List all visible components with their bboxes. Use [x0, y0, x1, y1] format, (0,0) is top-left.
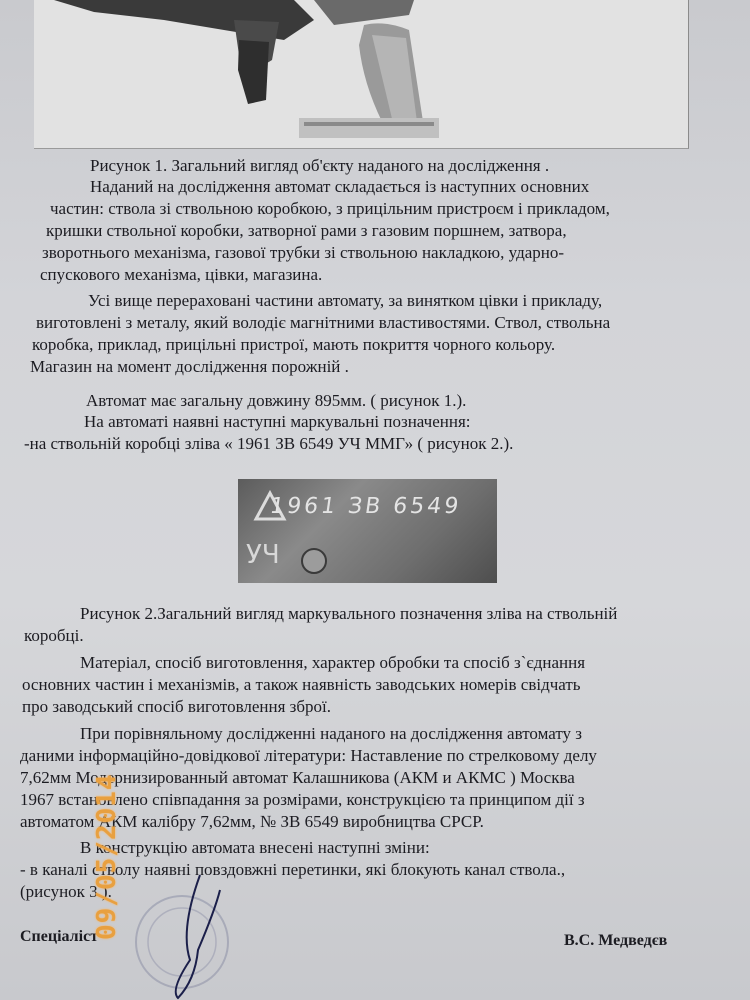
paragraph-line: спускового механізма, цівки, магазина. — [40, 265, 323, 284]
paragraph-line: 1967 встановлено співпадання за розмірами, конструкцією та принципом дії з — [20, 790, 585, 809]
paragraph-line: кришки ствольної коробки, затворної рами з газовим поршнем, затвора, — [46, 221, 567, 240]
changes-item: (рисунок 3.). — [20, 882, 112, 901]
rifle-photo — [34, 0, 689, 149]
figure2-caption: коробці. — [24, 626, 84, 645]
camera-date-stamp: 09/05/2014 — [92, 773, 122, 940]
paragraph-line: автоматом АКМ калібру 7,62мм, № ЗВ 6549 виробництва СРСР. — [20, 812, 484, 831]
paragraph-line: зворотнього механізма, газової трубки зі ствольною накладкою, ударно- — [42, 243, 565, 262]
marking-letters: УЧ — [246, 540, 280, 570]
paragraph-line: даними інформаційно-довідкової літератури: Наставление по стрелковому делу — [20, 746, 597, 765]
paragraph-line: Магазин на момент дослідження порожній . — [30, 357, 349, 376]
changes-item: - в каналі стволу наявні повздовжні перетинки, які блокують канал ствола., — [20, 860, 566, 879]
paragraph-line: Наданий на дослідження автомат складається із наступних основних — [90, 177, 590, 196]
rifle-image — [34, 0, 688, 148]
paragraph-line: 7,62мм Модернизированный автомат Калашникова (АКМ и АКМС ) Москва — [20, 768, 575, 787]
paragraph-line: частин: ствола зі ствольною коробкою, з прицільним пристроєм і прикладом, — [50, 199, 610, 218]
marking-serial: 1961 ЗВ 6549 — [268, 494, 463, 519]
length-statement: Автомат має загальну довжину 895мм. ( рисунок 1.). — [86, 391, 467, 410]
figure2-caption: Рисунок 2.Загальний вигляд маркувального позначення зліва на ствольній — [80, 604, 618, 623]
signature-scrawl — [160, 870, 240, 1000]
specialist-name: В.С. Медведєв — [564, 932, 668, 949]
paragraph-line: про заводський спосіб виготовлення зброї. — [22, 697, 332, 716]
paragraph-line: коробка, приклад, прицільні пристрої, мають покриття чорного кольору. — [32, 335, 556, 354]
paragraph-line: виготовлені з металу, який володіє магнітними властивостями. Ствол, ствольна — [36, 313, 611, 332]
paragraph-line: Усі вище перераховані частини автомату, за винятком цівки і прикладу, — [88, 291, 603, 310]
paragraph-line: При порівняльному дослідженні наданого на дослідження автомату з — [80, 724, 582, 743]
paragraph-line: основних частин і механізмів, а також наявність заводських номерів свідчать — [22, 675, 581, 694]
figure1-caption: Рисунок 1. Загальний вигляд об'єкту наданого на дослідження . — [90, 156, 550, 175]
changes-intro: В конструкцію автомата внесені наступні зміни: — [80, 838, 430, 857]
specialist-label: Спеціаліст — [20, 928, 99, 945]
paragraph-line: Матеріал, спосіб виготовлення, характер обробки та спосіб з`єднання — [80, 653, 586, 672]
markings-intro: На автоматі наявні наступні маркувальні позначення: — [84, 412, 471, 431]
marking-line: -на ствольній коробці зліва « 1961 ЗВ 6549 УЧ ММГ» ( рисунок 2.). — [24, 434, 514, 453]
